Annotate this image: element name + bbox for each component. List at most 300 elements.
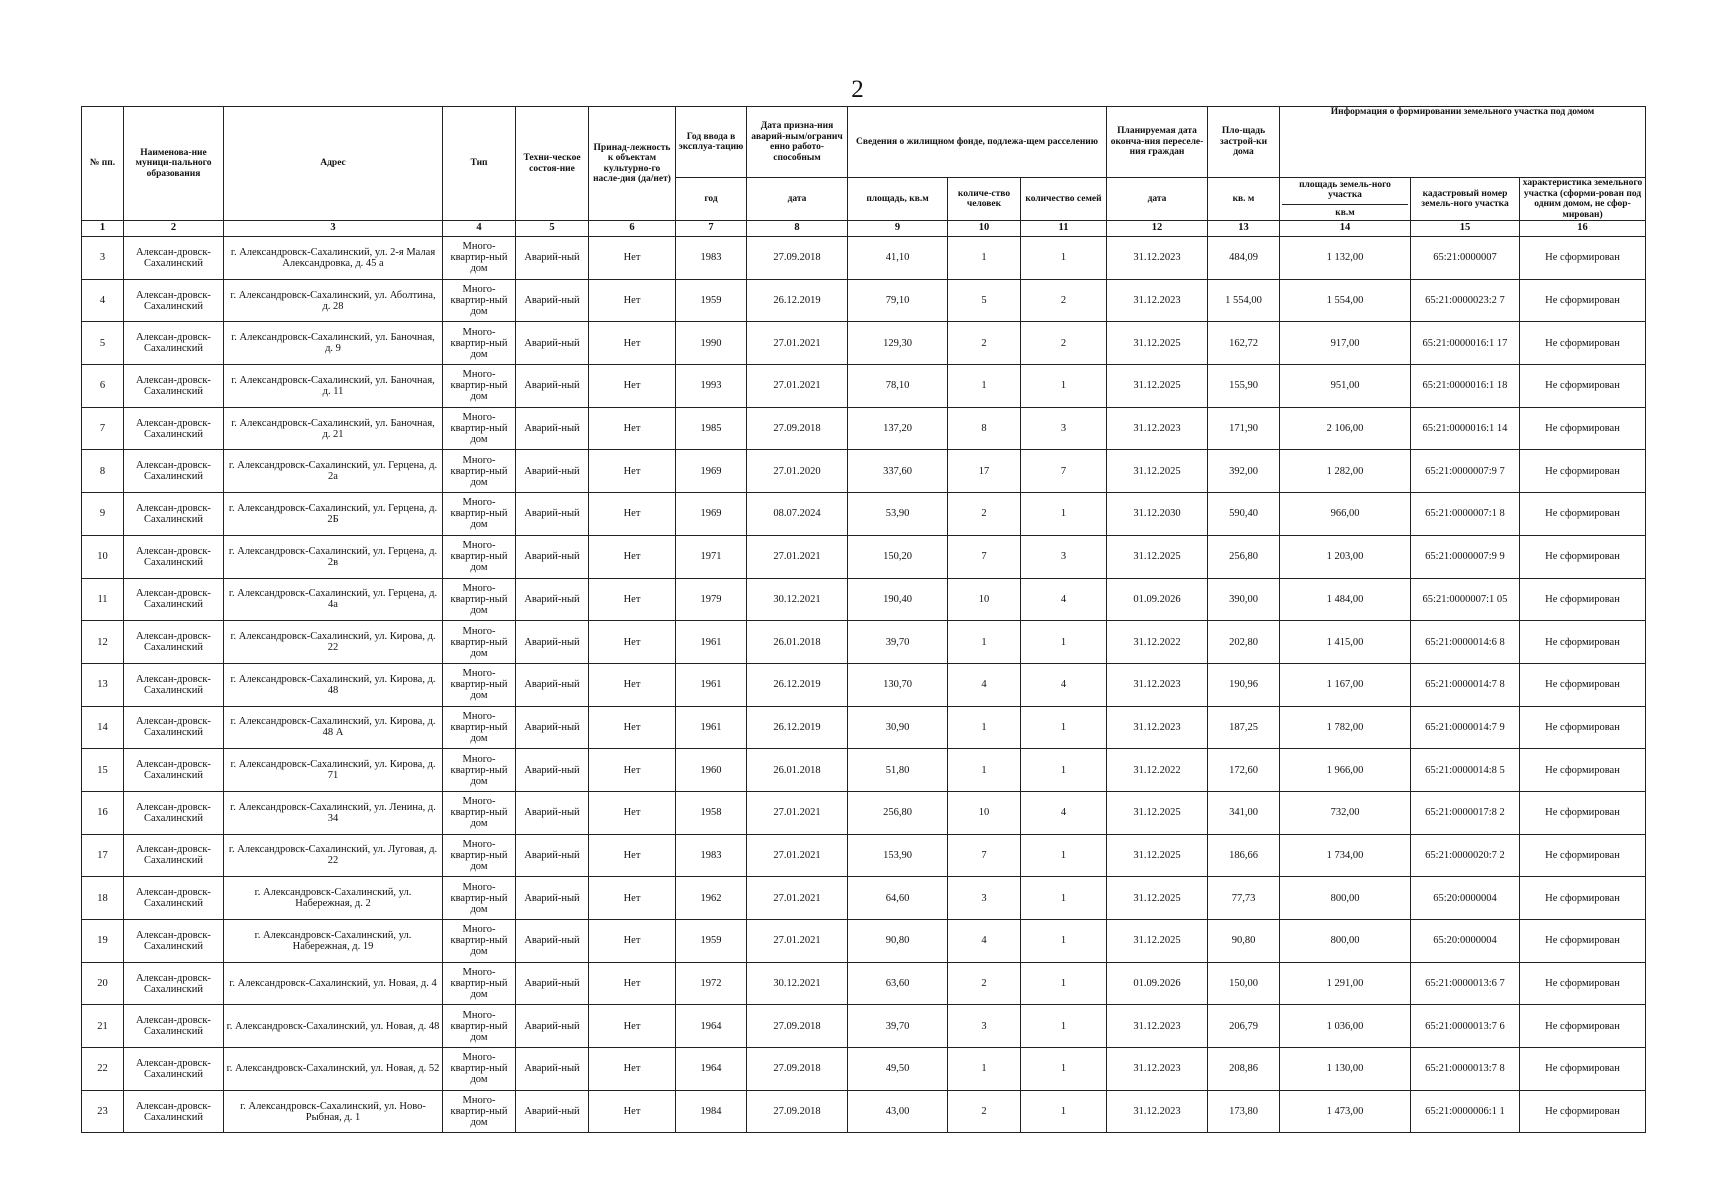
cadastral-cell: 65:21:0000013:6 7 (1411, 962, 1520, 1005)
land-area-cell: 1 282,00 (1280, 450, 1411, 493)
emergency-date-cell: 26.12.2019 (747, 663, 848, 706)
land-char-cell: Не сформирован (1520, 663, 1646, 706)
resettlement-date-cell: 31.12.2023 (1107, 663, 1208, 706)
land-area-label: площадь земель-ного участка (1282, 180, 1408, 205)
year-built-cell: 1972 (676, 962, 747, 1005)
land-area-cell: 951,00 (1280, 365, 1411, 408)
row-number: 3 (82, 237, 124, 280)
address-cell: г. Александровск-Сахалинский, ул. Кирова, д. 48 (224, 663, 443, 706)
col-header-housing-group: Сведения о жилищном фонде, подлежа-щем расселению (848, 107, 1107, 178)
sub-header-year: год (676, 178, 747, 221)
families-cell: 1 (1021, 706, 1107, 749)
resettlement-date-cell: 31.12.2025 (1107, 920, 1208, 963)
emergency-date-cell: 27.01.2021 (747, 535, 848, 578)
land-char-cell: Не сформирован (1520, 749, 1646, 792)
land-char-cell: Не сформирован (1520, 535, 1646, 578)
municipality-cell: Алексан-дровск-Сахалинский (124, 920, 224, 963)
resettlement-date-cell: 31.12.2030 (1107, 493, 1208, 536)
type-cell: Много-квартир-ный дом (443, 450, 516, 493)
table-row (82, 663, 1646, 706)
year-built-cell: 1993 (676, 365, 747, 408)
land-area-cell: 1 415,00 (1280, 621, 1411, 664)
col-header-resettlement: Планируемая дата оконча-ния переселе-ния граждан (1107, 107, 1208, 178)
resettlement-date-cell: 31.12.2025 (1107, 877, 1208, 920)
municipality-cell: Алексан-дровск-Сахалинский (124, 749, 224, 792)
built-area-cell: 162,72 (1208, 322, 1280, 365)
row-number: 19 (82, 920, 124, 963)
tech-state-cell: Аварий-ный (516, 578, 589, 621)
land-area-cell: 800,00 (1280, 877, 1411, 920)
cultural-cell: Нет (589, 535, 676, 578)
type-cell: Много-квартир-ный дом (443, 749, 516, 792)
column-number: 12 (1107, 221, 1208, 237)
land-char-cell: Не сформирован (1520, 407, 1646, 450)
cultural-cell: Нет (589, 450, 676, 493)
table-row (82, 493, 1646, 536)
address-cell: г. Александровск-Сахалинский, ул. Кирова, д. 22 (224, 621, 443, 664)
emergency-date-cell: 27.09.2018 (747, 407, 848, 450)
sub-header-built-unit: кв. м (1208, 178, 1280, 221)
year-built-cell: 1958 (676, 791, 747, 834)
municipality-cell: Алексан-дровск-Сахалинский (124, 407, 224, 450)
emergency-date-cell: 30.12.2021 (747, 578, 848, 621)
col-header-tech-state: Техни-ческое состоя-ние (516, 107, 589, 221)
families-cell: 2 (1021, 279, 1107, 322)
cultural-cell: Нет (589, 1048, 676, 1091)
built-area-cell: 150,00 (1208, 962, 1280, 1005)
area-cell: 337,60 (848, 450, 948, 493)
address-cell: г. Александровск-Сахалинский, ул. Новая, д. 48 (224, 1005, 443, 1048)
table-row (82, 877, 1646, 920)
tech-state-cell: Аварий-ный (516, 1090, 589, 1133)
type-cell: Много-квартир-ный дом (443, 237, 516, 280)
sub-header-people: количе-ство человек (948, 178, 1021, 221)
people-cell: 1 (948, 365, 1021, 408)
address-cell: г. Александровск-Сахалинский, ул. Аболтина, д. 28 (224, 279, 443, 322)
address-cell: г. Александровск-Сахалинский, ул. Баночная, д. 9 (224, 322, 443, 365)
people-cell: 1 (948, 237, 1021, 280)
cultural-cell: Нет (589, 365, 676, 408)
land-area-cell: 1 473,00 (1280, 1090, 1411, 1133)
year-built-cell: 1960 (676, 749, 747, 792)
area-cell: 53,90 (848, 493, 948, 536)
families-cell: 4 (1021, 578, 1107, 621)
land-char-cell: Не сформирован (1520, 920, 1646, 963)
tech-state-cell: Аварий-ный (516, 962, 589, 1005)
built-area-cell: 341,00 (1208, 791, 1280, 834)
cultural-cell: Нет (589, 1090, 676, 1133)
cadastral-cell: 65:20:0000004 (1411, 877, 1520, 920)
land-area-cell: 1 966,00 (1280, 749, 1411, 792)
type-cell: Много-квартир-ный дом (443, 706, 516, 749)
cultural-cell: Нет (589, 621, 676, 664)
municipality-cell: Алексан-дровск-Сахалинский (124, 834, 224, 877)
column-number-row (82, 221, 1646, 237)
type-cell: Много-квартир-ный дом (443, 1048, 516, 1091)
column-number: 8 (747, 221, 848, 237)
row-number: 9 (82, 493, 124, 536)
row-number: 10 (82, 535, 124, 578)
table-row (82, 749, 1646, 792)
table-row (82, 791, 1646, 834)
page-number: 2 (851, 76, 864, 103)
row-number: 18 (82, 877, 124, 920)
column-number: 4 (443, 221, 516, 237)
municipality-cell: Алексан-дровск-Сахалинский (124, 365, 224, 408)
cadastral-cell: 65:21:0000016:1 18 (1411, 365, 1520, 408)
resettlement-date-cell: 31.12.2025 (1107, 450, 1208, 493)
families-cell: 7 (1021, 450, 1107, 493)
land-area-cell: 1 036,00 (1280, 1005, 1411, 1048)
cadastral-cell: 65:21:0000014:7 9 (1411, 706, 1520, 749)
type-cell: Много-квартир-ный дом (443, 322, 516, 365)
address-cell: г. Александровск-Сахалинский, ул. Герцена, д. 2а (224, 450, 443, 493)
people-cell: 4 (948, 663, 1021, 706)
emergency-date-cell: 26.12.2019 (747, 706, 848, 749)
table-row (82, 1090, 1646, 1133)
year-built-cell: 1985 (676, 407, 747, 450)
municipality-cell: Алексан-дровск-Сахалинский (124, 877, 224, 920)
table-row (82, 1048, 1646, 1091)
families-cell: 1 (1021, 749, 1107, 792)
area-cell: 90,80 (848, 920, 948, 963)
year-built-cell: 1962 (676, 877, 747, 920)
type-cell: Много-квартир-ный дом (443, 663, 516, 706)
families-cell: 1 (1021, 365, 1107, 408)
people-cell: 2 (948, 322, 1021, 365)
type-cell: Много-квартир-ный дом (443, 621, 516, 664)
land-char-cell: Не сформирован (1520, 279, 1646, 322)
land-char-cell: Не сформирован (1520, 1005, 1646, 1048)
families-cell: 1 (1021, 237, 1107, 280)
area-cell: 30,90 (848, 706, 948, 749)
built-area-cell: 256,80 (1208, 535, 1280, 578)
resettlement-date-cell: 31.12.2025 (1107, 834, 1208, 877)
col-header-land-group: Информация о формировании земельного участка под домом (1280, 107, 1646, 178)
cultural-cell: Нет (589, 493, 676, 536)
families-cell: 4 (1021, 791, 1107, 834)
column-number: 9 (848, 221, 948, 237)
municipality-cell: Алексан-дровск-Сахалинский (124, 791, 224, 834)
sub-header-families: количество семей (1021, 178, 1107, 221)
people-cell: 7 (948, 834, 1021, 877)
people-cell: 17 (948, 450, 1021, 493)
area-cell: 39,70 (848, 621, 948, 664)
address-cell: г. Александровск-Сахалинский, ул. Ново-Рыбная, д. 1 (224, 1090, 443, 1133)
cadastral-cell: 65:21:0000013:7 6 (1411, 1005, 1520, 1048)
people-cell: 10 (948, 578, 1021, 621)
tech-state-cell: Аварий-ный (516, 535, 589, 578)
families-cell: 1 (1021, 962, 1107, 1005)
cadastral-cell: 65:21:0000014:6 8 (1411, 621, 1520, 664)
cadastral-cell: 65:21:0000014:8 5 (1411, 749, 1520, 792)
area-cell: 129,30 (848, 322, 948, 365)
land-area-cell: 732,00 (1280, 791, 1411, 834)
emergency-date-cell: 27.01.2021 (747, 920, 848, 963)
land-area-cell: 1 484,00 (1280, 578, 1411, 621)
cadastral-cell: 65:21:0000013:7 8 (1411, 1048, 1520, 1091)
built-area-cell: 90,80 (1208, 920, 1280, 963)
year-built-cell: 1964 (676, 1005, 747, 1048)
sub-header-date: дата (747, 178, 848, 221)
area-cell: 130,70 (848, 663, 948, 706)
cultural-cell: Нет (589, 706, 676, 749)
families-cell: 1 (1021, 877, 1107, 920)
people-cell: 2 (948, 962, 1021, 1005)
emergency-date-cell: 27.01.2021 (747, 834, 848, 877)
area-cell: 43,00 (848, 1090, 948, 1133)
built-area-cell: 208,86 (1208, 1048, 1280, 1091)
area-cell: 63,60 (848, 962, 948, 1005)
area-cell: 51,80 (848, 749, 948, 792)
column-number: 6 (589, 221, 676, 237)
people-cell: 1 (948, 621, 1021, 664)
land-char-cell: Не сформирован (1520, 1090, 1646, 1133)
emergency-date-cell: 30.12.2021 (747, 962, 848, 1005)
address-cell: г. Александровск-Сахалинский, ул. Набережная, д. 2 (224, 877, 443, 920)
municipality-cell: Алексан-дровск-Сахалинский (124, 621, 224, 664)
housing-register-table (81, 106, 1646, 1133)
municipality-cell: Алексан-дровск-Сахалинский (124, 535, 224, 578)
year-built-cell: 1984 (676, 1090, 747, 1133)
row-number: 12 (82, 621, 124, 664)
families-cell: 1 (1021, 493, 1107, 536)
families-cell: 1 (1021, 1090, 1107, 1133)
resettlement-date-cell: 01.09.2026 (1107, 962, 1208, 1005)
people-cell: 10 (948, 791, 1021, 834)
sub-header-resettlement-date: дата (1107, 178, 1208, 221)
tech-state-cell: Аварий-ный (516, 877, 589, 920)
cultural-cell: Нет (589, 791, 676, 834)
year-built-cell: 1979 (676, 578, 747, 621)
row-number: 5 (82, 322, 124, 365)
families-cell: 4 (1021, 663, 1107, 706)
people-cell: 3 (948, 1005, 1021, 1048)
cadastral-cell: 65:21:0000007:9 9 (1411, 535, 1520, 578)
resettlement-date-cell: 01.09.2026 (1107, 578, 1208, 621)
land-area-unit: кв.м (1335, 207, 1355, 218)
land-char-cell: Не сформирован (1520, 877, 1646, 920)
built-area-cell: 392,00 (1208, 450, 1280, 493)
municipality-cell: Алексан-дровск-Сахалинский (124, 450, 224, 493)
people-cell: 8 (948, 407, 1021, 450)
area-cell: 150,20 (848, 535, 948, 578)
land-char-cell: Не сформирован (1520, 1048, 1646, 1091)
cadastral-cell: 65:21:0000020:7 2 (1411, 834, 1520, 877)
land-area-cell: 1 203,00 (1280, 535, 1411, 578)
land-char-cell: Не сформирован (1520, 578, 1646, 621)
emergency-date-cell: 27.01.2021 (747, 322, 848, 365)
col-header-num: № пп. (82, 107, 124, 221)
built-area-cell: 206,79 (1208, 1005, 1280, 1048)
col-header-type: Тип (443, 107, 516, 221)
cadastral-cell: 65:21:0000007:1 8 (1411, 493, 1520, 536)
land-area-cell: 1 132,00 (1280, 237, 1411, 280)
built-area-cell: 187,25 (1208, 706, 1280, 749)
type-cell: Много-квартир-ный дом (443, 877, 516, 920)
type-cell: Много-квартир-ный дом (443, 365, 516, 408)
cadastral-cell: 65:21:0000007 (1411, 237, 1520, 280)
emergency-date-cell: 26.01.2018 (747, 749, 848, 792)
type-cell: Много-квартир-ный дом (443, 1005, 516, 1048)
emergency-date-cell: 26.01.2018 (747, 621, 848, 664)
cadastral-cell: 65:21:0000007:9 7 (1411, 450, 1520, 493)
families-cell: 1 (1021, 920, 1107, 963)
type-cell: Много-квартир-ный дом (443, 962, 516, 1005)
row-number: 17 (82, 834, 124, 877)
resettlement-date-cell: 31.12.2023 (1107, 407, 1208, 450)
address-cell: г. Александровск-Сахалинский, ул. Герцена, д. 4а (224, 578, 443, 621)
resettlement-date-cell: 31.12.2023 (1107, 279, 1208, 322)
tech-state-cell: Аварий-ный (516, 407, 589, 450)
emergency-date-cell: 27.01.2021 (747, 791, 848, 834)
municipality-cell: Алексан-дровск-Сахалинский (124, 493, 224, 536)
header-row-1 (82, 107, 1646, 178)
land-char-cell: Не сформирован (1520, 365, 1646, 408)
cultural-cell: Нет (589, 322, 676, 365)
row-number: 20 (82, 962, 124, 1005)
land-area-cell: 2 106,00 (1280, 407, 1411, 450)
people-cell: 5 (948, 279, 1021, 322)
row-number: 14 (82, 706, 124, 749)
resettlement-date-cell: 31.12.2023 (1107, 1005, 1208, 1048)
cultural-cell: Нет (589, 663, 676, 706)
cultural-cell: Нет (589, 834, 676, 877)
land-char-cell: Не сформирован (1520, 706, 1646, 749)
tech-state-cell: Аварий-ный (516, 663, 589, 706)
families-cell: 2 (1021, 322, 1107, 365)
land-char-cell: Не сформирован (1520, 450, 1646, 493)
col-header-year-built: Год ввода в эксплуа-тацию (676, 107, 747, 178)
address-cell: г. Александровск-Сахалинский, ул. Кирова, д. 71 (224, 749, 443, 792)
emergency-date-cell: 27.01.2021 (747, 877, 848, 920)
land-char-cell: Не сформирован (1520, 493, 1646, 536)
cadastral-cell: 65:21:0000023:2 7 (1411, 279, 1520, 322)
table-row (82, 578, 1646, 621)
area-cell: 49,50 (848, 1048, 948, 1091)
families-cell: 1 (1021, 1005, 1107, 1048)
address-cell: г. Александровск-Сахалинский, ул. Ленина, д. 34 (224, 791, 443, 834)
type-cell: Много-квартир-ный дом (443, 578, 516, 621)
municipality-cell: Алексан-дровск-Сахалинский (124, 237, 224, 280)
land-area-cell: 800,00 (1280, 920, 1411, 963)
land-area-cell: 1 167,00 (1280, 663, 1411, 706)
built-area-cell: 77,73 (1208, 877, 1280, 920)
tech-state-cell: Аварий-ный (516, 834, 589, 877)
col-header-land-char: характеристика земельного участка (сформи-рован под одним домом, не сфор-мирован) (1520, 178, 1646, 221)
resettlement-date-cell: 31.12.2022 (1107, 749, 1208, 792)
land-char-cell: Не сформирован (1520, 621, 1646, 664)
type-cell: Много-квартир-ный дом (443, 407, 516, 450)
families-cell: 1 (1021, 621, 1107, 664)
type-cell: Много-квартир-ный дом (443, 535, 516, 578)
land-area-cell: 1 130,00 (1280, 1048, 1411, 1091)
land-area-cell: 917,00 (1280, 322, 1411, 365)
people-cell: 7 (948, 535, 1021, 578)
built-area-cell: 590,40 (1208, 493, 1280, 536)
col-header-emergency-date: Дата призна-ния аварий-ным/огранич енно работо-способным (747, 107, 848, 178)
municipality-cell: Алексан-дровск-Сахалинский (124, 1005, 224, 1048)
land-char-cell: Не сформирован (1520, 962, 1646, 1005)
built-area-cell: 1 554,00 (1208, 279, 1280, 322)
area-cell: 64,60 (848, 877, 948, 920)
resettlement-date-cell: 31.12.2022 (1107, 621, 1208, 664)
cadastral-cell: 65:21:0000016:1 17 (1411, 322, 1520, 365)
address-cell: г. Александровск-Сахалинский, ул. Луговая, д. 22 (224, 834, 443, 877)
emergency-date-cell: 27.09.2018 (747, 1090, 848, 1133)
column-number: 2 (124, 221, 224, 237)
tech-state-cell: Аварий-ный (516, 493, 589, 536)
type-cell: Много-квартир-ный дом (443, 834, 516, 877)
table-row (82, 365, 1646, 408)
column-number: 3 (224, 221, 443, 237)
cadastral-cell: 65:21:0000016:1 14 (1411, 407, 1520, 450)
land-char-cell: Не сформирован (1520, 834, 1646, 877)
emergency-date-cell: 27.01.2020 (747, 450, 848, 493)
municipality-cell: Алексан-дровск-Сахалинский (124, 279, 224, 322)
resettlement-date-cell: 31.12.2025 (1107, 365, 1208, 408)
row-number: 7 (82, 407, 124, 450)
year-built-cell: 1969 (676, 493, 747, 536)
cadastral-cell: 65:21:0000017:8 2 (1411, 791, 1520, 834)
area-cell: 153,90 (848, 834, 948, 877)
row-number: 21 (82, 1005, 124, 1048)
resettlement-date-cell: 31.12.2023 (1107, 237, 1208, 280)
year-built-cell: 1983 (676, 237, 747, 280)
land-char-cell: Не сформирован (1520, 322, 1646, 365)
table-row (82, 621, 1646, 664)
cultural-cell: Нет (589, 578, 676, 621)
cultural-cell: Нет (589, 877, 676, 920)
area-cell: 256,80 (848, 791, 948, 834)
type-cell: Много-квартир-ный дом (443, 791, 516, 834)
row-number: 15 (82, 749, 124, 792)
cultural-cell: Нет (589, 407, 676, 450)
land-area-cell: 1 782,00 (1280, 706, 1411, 749)
area-cell: 79,10 (848, 279, 948, 322)
table-row (82, 1005, 1646, 1048)
emergency-date-cell: 27.09.2018 (747, 1005, 848, 1048)
column-number: 16 (1520, 221, 1646, 237)
tech-state-cell: Аварий-ный (516, 1005, 589, 1048)
built-area-cell: 190,96 (1208, 663, 1280, 706)
col-header-address: Адрес (224, 107, 443, 221)
column-number: 14 (1280, 221, 1411, 237)
cadastral-cell: 65:21:0000007:1 05 (1411, 578, 1520, 621)
emergency-date-cell: 27.01.2021 (747, 365, 848, 408)
tech-state-cell: Аварий-ный (516, 621, 589, 664)
type-cell: Много-квартир-ный дом (443, 279, 516, 322)
table-row (82, 920, 1646, 963)
table-row (82, 962, 1646, 1005)
table-row (82, 407, 1646, 450)
year-built-cell: 1959 (676, 920, 747, 963)
municipality-cell: Алексан-дровск-Сахалинский (124, 322, 224, 365)
families-cell: 3 (1021, 535, 1107, 578)
tech-state-cell: Аварий-ный (516, 365, 589, 408)
table-row (82, 535, 1646, 578)
year-built-cell: 1959 (676, 279, 747, 322)
year-built-cell: 1971 (676, 535, 747, 578)
cultural-cell: Нет (589, 1005, 676, 1048)
built-area-cell: 202,80 (1208, 621, 1280, 664)
type-cell: Много-квартир-ный дом (443, 493, 516, 536)
table-row (82, 279, 1646, 322)
row-number: 13 (82, 663, 124, 706)
cadastral-cell: 65:21:0000006:1 1 (1411, 1090, 1520, 1133)
people-cell: 2 (948, 493, 1021, 536)
built-area-cell: 172,60 (1208, 749, 1280, 792)
